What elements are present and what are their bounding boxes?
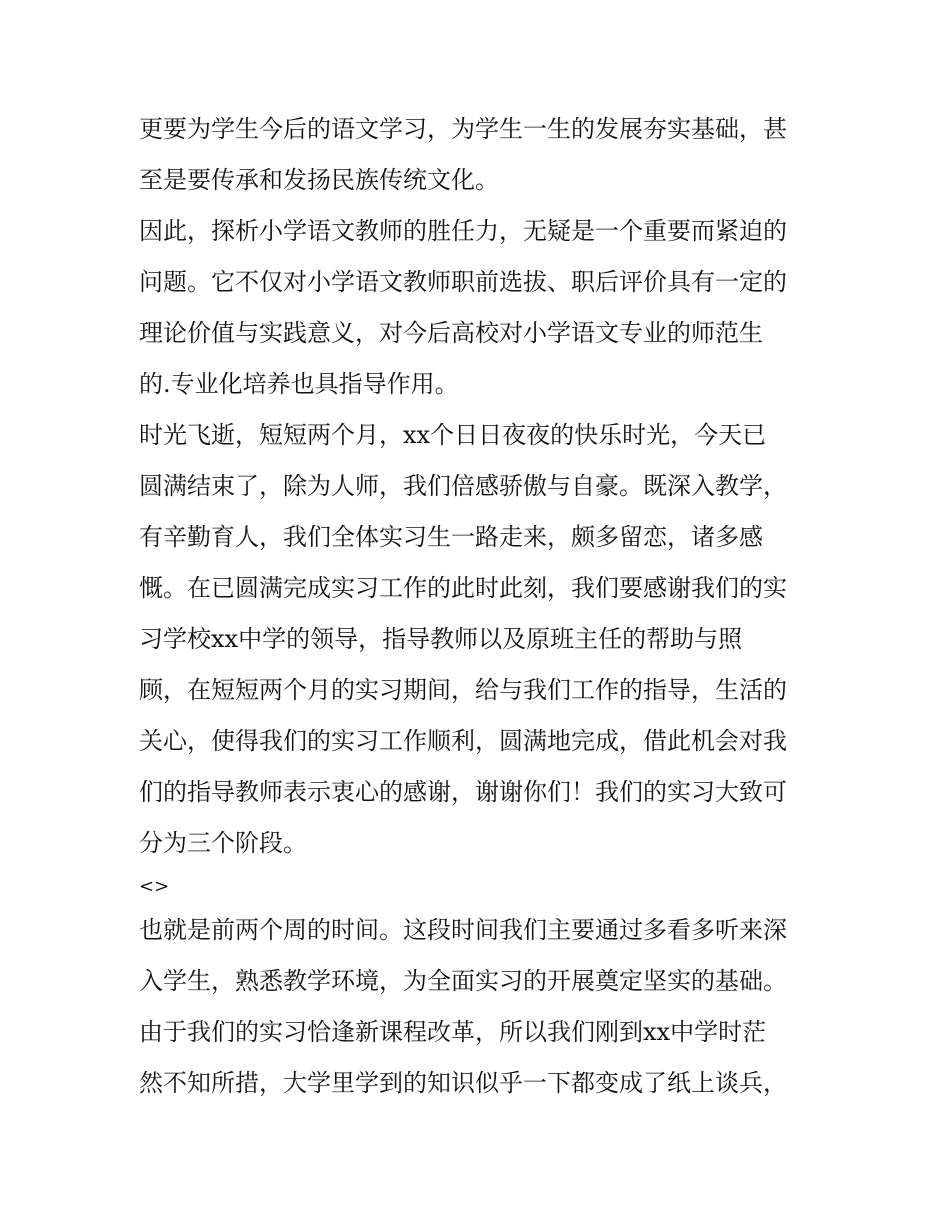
text-line: 更要为学生今后的语文学习，为学生一生的发展夯实基础，甚 [139,115,787,143]
text-line: 时光飞逝，短短两个月，xx个日日夜夜的快乐时光，今天已 [139,421,767,449]
text-line: 然不知所措，大学里学到的知识似乎一下都变成了纸上谈兵， [139,1069,787,1097]
text-line: 因此，探析小学语文教师的胜任力，无疑是一个重要而紧迫的 [139,217,787,245]
text-line: 的.专业化培养也具指导作用。 [139,370,459,398]
text-line: 关心，使得我们的实习工作顺利，圆满地完成，借此机会对我 [139,727,787,755]
text-line: 理论价值与实践意义，对今后高校对小学语文专业的师范生 [139,319,763,347]
text-line: 入学生，熟悉教学环境，为全面实习的开展奠定坚实的基础。 [139,967,787,995]
text-line: 慨。在已圆满完成实习工作的此时此刻，我们要感谢我们的实 [139,574,787,602]
section-marker: <> [139,876,170,897]
text-line: 问题。它不仅对小学语文教师职前选拔、职后评价具有一定的 [139,268,787,296]
text-line: 分为三个阶段。 [139,829,307,857]
text-line: 有辛勤育人，我们全体实习生一路走来，颇多留恋，诸多感 [139,523,763,551]
text-line: 由于我们的实习恰逢新课程改革，所以我们刚到xx中学时茫 [139,1018,767,1046]
text-line: 顾，在短短两个月的实习期间，给与我们工作的指导，生活的 [139,676,787,704]
text-line: 们的指导教师表示衷心的感谢，谢谢你们！我们的实习大致可 [139,778,787,806]
text-line: 也就是前两个周的时间。这段时间我们主要通过多看多听来深 [139,916,787,944]
text-line: 习学校xx中学的领导，指导教师以及原班主任的帮助与照 [139,625,743,653]
document-body [139,104,829,1109]
text-line: 至是要传承和发扬民族传统文化。 [139,166,499,194]
text-line: 圆满结束了，除为人师，我们倍感骄傲与自豪。既深入教学， [139,472,787,500]
